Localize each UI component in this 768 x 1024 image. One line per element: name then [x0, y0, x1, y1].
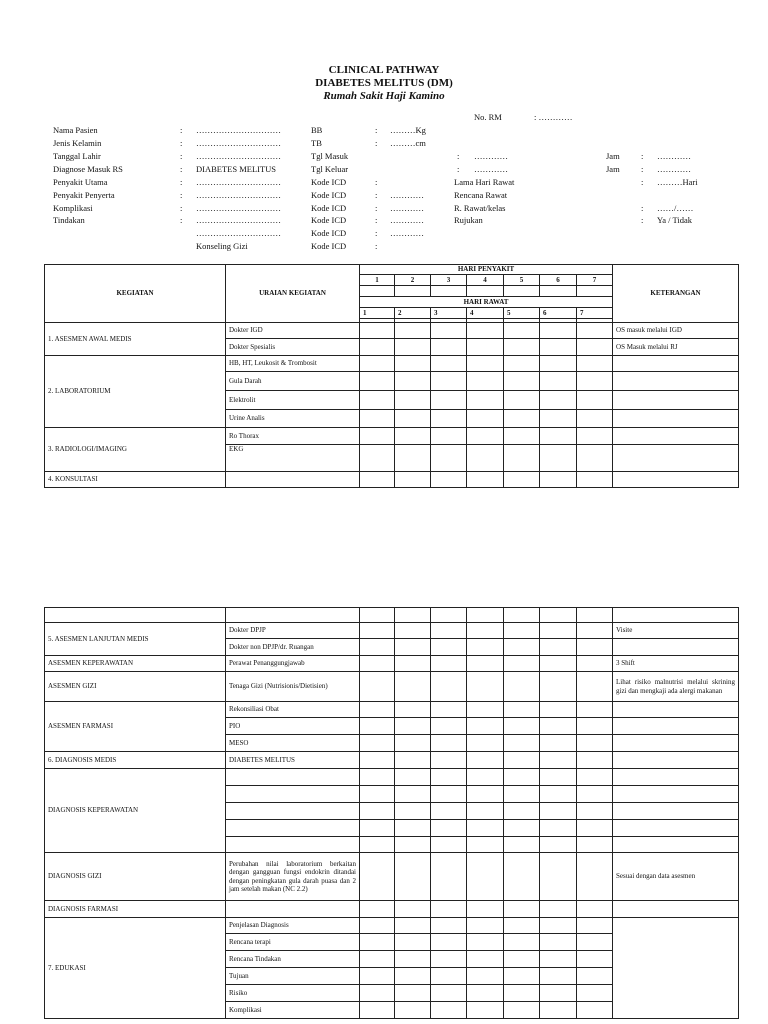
- section-laboratorium: 2. LABORATORIUM: [45, 356, 226, 428]
- colon: :: [180, 164, 183, 174]
- value-jam-masuk: …………: [657, 151, 691, 161]
- section-asesmen-keperawatan: ASESMEN KEPERAWATAN: [45, 656, 226, 672]
- value-nama-pasien: …………………………: [196, 125, 281, 135]
- uraian-item: Ro Thorax: [226, 428, 360, 445]
- keterangan-note: Visite: [613, 623, 739, 639]
- label-tanggal-lahir: Tanggal Lahir: [53, 151, 101, 161]
- keterangan-note: OS masuk melalui IGD: [613, 323, 739, 339]
- uraian-item: Penjelasan Diagnosis: [226, 918, 360, 934]
- value-diagnose-masuk: DIABETES MELITUS: [196, 164, 277, 174]
- label-diagnose-masuk: Diagnose Masuk RS: [53, 164, 123, 174]
- colon: :: [180, 215, 183, 225]
- uraian-item: Dokter non DPJP/dr. Ruangan: [226, 639, 360, 656]
- value-tindakan: …………………………: [196, 215, 281, 225]
- label-ruang-rawat-kelas: R. Rawat/kelas: [454, 203, 506, 213]
- label-rujukan: Rujukan: [454, 215, 483, 225]
- uraian-item: Risiko: [226, 985, 360, 1002]
- colon: :: [641, 215, 644, 225]
- no-rm-label: No. RM: [474, 112, 502, 122]
- colon: :: [641, 177, 644, 187]
- colon: :: [375, 177, 378, 187]
- value-icd-tindakan-2: …………: [390, 228, 424, 238]
- value-tgl-masuk: …………: [474, 151, 508, 161]
- section-asesmen-awal-medis: 1. ASESMEN AWAL MEDIS: [45, 323, 226, 356]
- uraian-item: Rencana Tindakan: [226, 951, 360, 968]
- value-komplikasi: …………………………: [196, 203, 281, 213]
- label-kode-icd: Kode ICD: [311, 228, 347, 238]
- value-icd-penyerta: …………: [390, 190, 424, 200]
- value-jenis-kelamin: …………………………: [196, 138, 281, 148]
- value-tindakan-2: …………………………: [196, 228, 281, 238]
- colon: :: [375, 138, 378, 148]
- hari-rawat-day: 2: [395, 308, 431, 319]
- label-rencana-rawat: Rencana Rawat: [454, 190, 508, 200]
- hari-rawat-day: 6: [540, 308, 577, 319]
- section-asesmen-gizi: ASESMEN GIZI: [45, 672, 226, 702]
- uraian-item: Dokter IGD: [226, 323, 360, 339]
- uraian-item: Urine Analis: [226, 410, 360, 428]
- label-kode-icd: Kode ICD: [311, 215, 347, 225]
- value-tanggal-lahir: …………………………: [196, 151, 281, 161]
- uraian-item: PIO: [226, 718, 360, 735]
- label-kode-icd: Kode ICD: [311, 203, 347, 213]
- header-kegiatan: KEGIATAN: [45, 265, 226, 323]
- colon: :: [457, 151, 460, 161]
- label-lama-hari-rawat: Lama Hari Rawat: [454, 177, 515, 187]
- pathway-table-1: [44, 264, 739, 488]
- header-uraian: URAIAN KEGIATAN: [226, 265, 360, 323]
- colon: :: [375, 241, 378, 251]
- uraian-item: Rencana terapi: [226, 934, 360, 951]
- header-hari-penyakit: HARI PENYAKIT: [360, 265, 613, 275]
- hospital-name: Rumah Sakit Haji Kamino: [323, 90, 445, 102]
- section-asesmen-farmasi: ASESMEN FARMASI: [45, 702, 226, 752]
- value-lama-hari: ………Hari: [657, 177, 698, 187]
- uraian-item: EKG: [226, 445, 360, 472]
- no-rm-value: : …………: [534, 112, 573, 122]
- value-icd-tindakan: …………: [390, 215, 424, 225]
- value-bb: ………Kg: [390, 125, 426, 135]
- section-konsultasi: 4. KONSULTASI: [45, 472, 226, 488]
- uraian-item: MESO: [226, 735, 360, 752]
- colon: :: [375, 203, 378, 213]
- uraian-item: Perawat Penanggungjawab: [226, 656, 360, 672]
- uraian-item: Dokter Spesialis: [226, 339, 360, 356]
- uraian-item: HB, HT, Leukosit & Trombosit: [226, 356, 360, 372]
- value-ruang-kelas: ……/……: [657, 203, 694, 213]
- uraian-item: Tenaga Gizi (Nutrisionis/Dietisien): [226, 672, 360, 702]
- label-jam-masuk: Jam: [606, 151, 620, 161]
- hari-rawat-day: 3: [431, 308, 467, 319]
- hari-rawat-day: 5: [504, 308, 540, 319]
- colon: :: [375, 215, 378, 225]
- value-penyakit-penyerta: …………………………: [196, 190, 281, 200]
- section-diagnosis-keperawatan: DIAGNOSIS KEPERAWATAN: [45, 769, 226, 853]
- colon: :: [180, 151, 183, 161]
- uraian-item: Komplikasi: [226, 1002, 360, 1019]
- value-konseling-gizi: Konseling Gizi: [196, 241, 248, 251]
- colon: :: [180, 138, 183, 148]
- doc-title: CLINICAL PATHWAY: [328, 64, 440, 76]
- keterangan-note: OS Masuk melalui RJ: [613, 339, 739, 356]
- hari-penyakit-day: 7: [577, 275, 613, 286]
- hari-penyakit-day: 2: [395, 275, 431, 286]
- uraian-item: Gula Darah: [226, 372, 360, 391]
- colon: :: [180, 203, 183, 213]
- hari-penyakit-day: 1: [360, 275, 395, 286]
- keterangan-note: 3 Shift: [613, 656, 739, 672]
- label-tgl-keluar: Tgl Keluar: [311, 164, 349, 174]
- uraian-item: Rekonsiliasi Obat: [226, 702, 360, 718]
- value-jam-keluar: …………: [657, 164, 691, 174]
- value-rujukan: Ya / Tidak: [657, 215, 693, 225]
- label-nama-pasien: Nama Pasien: [53, 125, 98, 135]
- section-diagnosis-medis: 6. DIAGNOSIS MEDIS: [45, 752, 226, 769]
- value-icd-komplikasi: …………: [390, 203, 424, 213]
- label-bb: BB: [311, 125, 323, 135]
- uraian-item: Perubahan nilai laboratorium berkaitan dengan gangguan fungsi endokrin ditandai dengan peningkatan gula darah puasa dan 2 jam setelah makan (NC 2.2): [226, 853, 360, 901]
- header-hari-rawat: HARI RAWAT: [360, 297, 613, 308]
- uraian-item: Tujuan: [226, 968, 360, 985]
- section-asesmen-lanjutan-medis: 5. ASESMEN LANJUTAN MEDIS: [45, 623, 226, 656]
- colon: :: [375, 228, 378, 238]
- label-jenis-kelamin: Jenis Kelamin: [53, 138, 102, 148]
- colon: :: [180, 190, 183, 200]
- doc-subtitle: DIABETES MELITUS (DM): [315, 77, 453, 89]
- colon: :: [641, 151, 644, 161]
- colon: :: [457, 164, 460, 174]
- colon: :: [180, 177, 183, 187]
- hari-rawat-day: 1: [360, 308, 395, 319]
- section-diagnosis-gizi: DIAGNOSIS GIZI: [45, 853, 226, 901]
- value-tgl-keluar: …………: [474, 164, 508, 174]
- label-komplikasi: Komplikasi: [53, 203, 93, 213]
- keterangan-note: Sesuai dengan data asesmen: [613, 853, 739, 901]
- pathway-table-2: [44, 607, 739, 1019]
- label-jam-keluar: Jam: [606, 164, 620, 174]
- colon: :: [641, 203, 644, 213]
- value-tb: ………cm: [390, 138, 426, 148]
- label-tb: TB: [311, 138, 322, 148]
- section-radiologi: 3. RADIOLOGI/IMAGING: [45, 428, 226, 472]
- section-diagnosis-farmasi: DIAGNOSIS FARMASI: [45, 901, 226, 918]
- hari-penyakit-day: 5: [504, 275, 540, 286]
- label-tgl-masuk: Tgl Masuk: [311, 151, 349, 161]
- colon: :: [641, 164, 644, 174]
- hari-penyakit-day: 4: [467, 275, 504, 286]
- section-edukasi: 7. EDUKASI: [45, 918, 226, 1019]
- uraian-item: Elektrolit: [226, 391, 360, 410]
- label-penyakit-penyerta: Penyakit Penyerta: [53, 190, 115, 200]
- colon: :: [375, 125, 378, 135]
- uraian-item: DIABETES MELITUS: [226, 752, 360, 769]
- hari-penyakit-day: 3: [431, 275, 467, 286]
- label-kode-icd: Kode ICD: [311, 190, 347, 200]
- hari-rawat-day: 7: [577, 308, 613, 319]
- label-tindakan: Tindakan: [53, 215, 85, 225]
- label-penyakit-utama: Penyakit Utama: [53, 177, 108, 187]
- hari-penyakit-day: 6: [540, 275, 577, 286]
- hari-rawat-day: 4: [467, 308, 504, 319]
- label-kode-icd: Kode ICD: [311, 177, 347, 187]
- value-penyakit-utama: …………………………: [196, 177, 281, 187]
- uraian-item: Dokter DPJP: [226, 623, 360, 639]
- colon: :: [375, 190, 378, 200]
- header-keterangan: KETERANGAN: [613, 265, 739, 323]
- keterangan-note: Lihat risiko malnutrisi melalui skrining gizi dan mengkaji ada alergi makanan: [613, 672, 739, 702]
- label-kode-icd: Kode ICD: [311, 241, 347, 251]
- colon: :: [180, 125, 183, 135]
